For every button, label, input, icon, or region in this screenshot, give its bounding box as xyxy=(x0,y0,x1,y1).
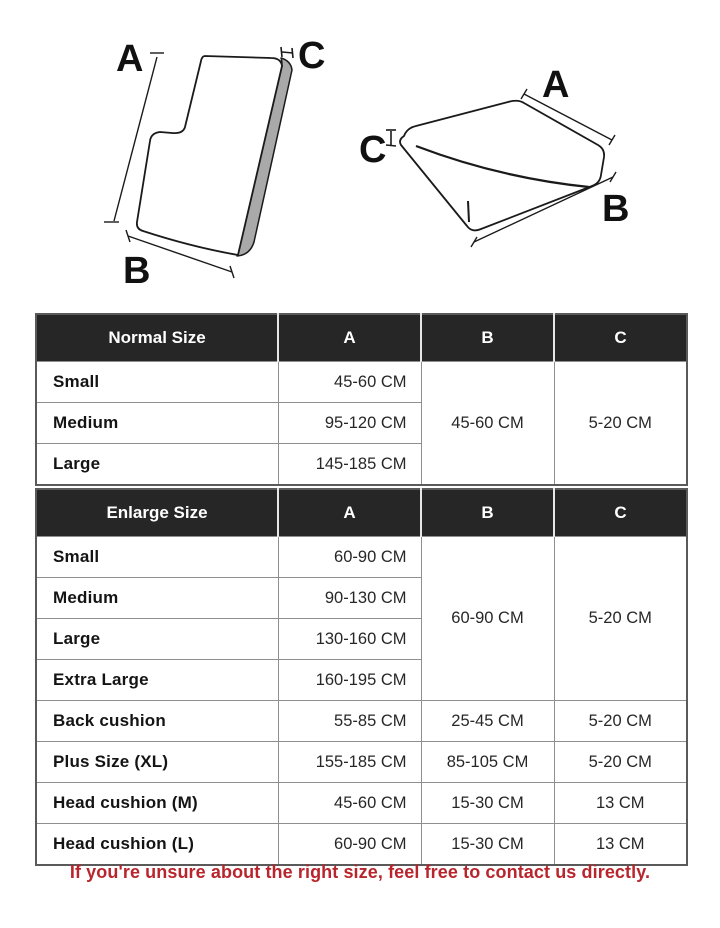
value-a: 160-195 CM xyxy=(278,660,421,701)
value-b: 25-45 CM xyxy=(421,701,554,742)
table-row xyxy=(36,783,687,824)
normal-size-table xyxy=(35,313,688,486)
size-label: Large xyxy=(36,444,278,486)
table-header-row xyxy=(36,489,687,537)
table-row xyxy=(36,742,687,783)
value-a: 155-185 CM xyxy=(278,742,421,783)
back-cushion-label-a: A xyxy=(116,38,144,80)
size-label: Small xyxy=(36,362,278,403)
merged-value-c: 5-20 CM xyxy=(554,362,687,486)
value-a: 90-130 CM xyxy=(278,578,421,619)
dimension-bracket-c xyxy=(386,130,396,146)
value-a: 95-120 CM xyxy=(278,403,421,444)
value-a: 45-60 CM xyxy=(278,362,421,403)
size-label: Head cushion (M) xyxy=(36,783,278,824)
value-c: 13 CM xyxy=(554,824,687,866)
value-a: 60-90 CM xyxy=(278,824,421,866)
normal-size-title: Normal Size xyxy=(36,314,278,362)
value-a: 130-160 CM xyxy=(278,619,421,660)
column-header-c: C xyxy=(554,314,687,362)
back-cushion-diagram xyxy=(0,0,360,300)
column-header-a: A xyxy=(278,314,421,362)
seat-cushion-label-c: C xyxy=(359,129,387,171)
column-header-b: B xyxy=(421,314,554,362)
seat-cushion-label-a: A xyxy=(542,64,570,106)
table-row xyxy=(36,701,687,742)
enlarge-size-title: Enlarge Size xyxy=(36,489,278,537)
contact-note: If you're unsure about the right size, feel free to contact us directly. xyxy=(69,862,651,882)
enlarge-size-table xyxy=(35,488,688,866)
merged-value-c: 5-20 CM xyxy=(554,537,687,701)
back-cushion-label-c: C xyxy=(298,35,326,77)
seat-cushion-label-b: B xyxy=(602,188,630,230)
value-b: 15-30 CM xyxy=(421,824,554,866)
size-label: Medium xyxy=(36,578,278,619)
value-b: 15-30 CM xyxy=(421,783,554,824)
value-c: 13 CM xyxy=(554,783,687,824)
back-cushion-outline xyxy=(137,56,282,255)
size-label: Plus Size (XL) xyxy=(36,742,278,783)
size-label: Extra Large xyxy=(36,660,278,701)
value-a: 60-90 CM xyxy=(278,537,421,578)
size-label: Small xyxy=(36,537,278,578)
dimension-bracket-c xyxy=(281,47,293,58)
back-cushion-label-b: B xyxy=(123,250,151,292)
column-header-c: C xyxy=(554,489,687,537)
column-header-a: A xyxy=(278,489,421,537)
seat-cushion-diagram xyxy=(340,40,720,300)
size-label: Medium xyxy=(36,403,278,444)
merged-value-b: 60-90 CM xyxy=(421,537,554,701)
column-header-b: B xyxy=(421,489,554,537)
value-a: 45-60 CM xyxy=(278,783,421,824)
table-row xyxy=(36,362,687,403)
value-a: 55-85 CM xyxy=(278,701,421,742)
value-c: 5-20 CM xyxy=(554,701,687,742)
size-label: Large xyxy=(36,619,278,660)
table-header-row xyxy=(36,314,687,362)
seat-cushion-corner-crease xyxy=(468,201,469,222)
value-a: 145-185 CM xyxy=(278,444,421,486)
table-row xyxy=(36,824,687,866)
table-row xyxy=(36,537,687,578)
merged-value-b: 45-60 CM xyxy=(421,362,554,486)
size-label: Head cushion (L) xyxy=(36,824,278,866)
value-b: 85-105 CM xyxy=(421,742,554,783)
value-c: 5-20 CM xyxy=(554,742,687,783)
size-label: Back cushion xyxy=(36,701,278,742)
